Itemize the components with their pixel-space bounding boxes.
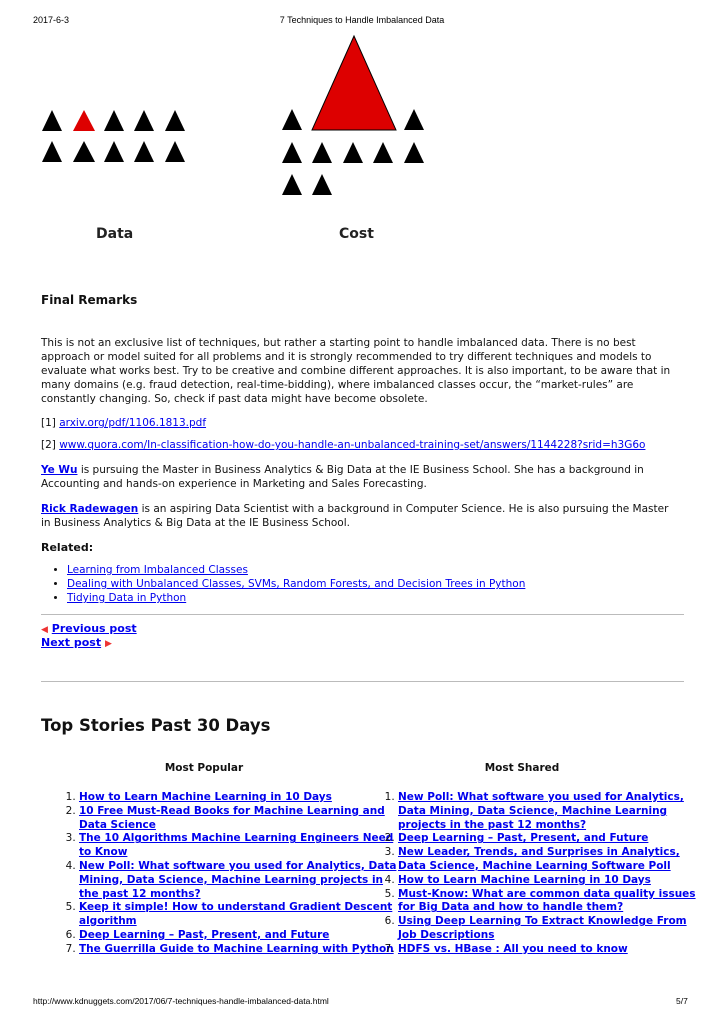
cost-triangle-minority (312, 36, 396, 130)
story-item (79, 901, 397, 929)
story-item (398, 846, 706, 874)
previous-post-link[interactable] (41, 622, 137, 635)
related-list (41, 563, 525, 605)
story-item (398, 874, 706, 888)
cost-triangle (282, 174, 302, 195)
story-link[interactable]: Deep Learning – Past, Present, and Future (398, 832, 649, 845)
cost-label: Cost (339, 226, 374, 242)
next-post-link[interactable] (41, 636, 112, 649)
reference-1 (41, 416, 681, 430)
reference-2 (41, 438, 681, 452)
reference-1-prefix: [1] (41, 417, 60, 429)
author-bio-text: is pursuing the Master in Business Analytics & Big Data at the IE Business School. She has a background in Accounting and hands-on experience in Marketing and Sales Forecasting. (41, 464, 644, 490)
cost-triangle (404, 109, 424, 130)
story-link[interactable]: The Guerrilla Guide to Machine Learning with Python (79, 942, 394, 955)
story-item (398, 832, 706, 846)
story-link[interactable]: New Leader, Trends, and Surprises in Analytics, Data Science, Machine Learning Software Poll (398, 846, 680, 872)
story-link[interactable]: HDFS vs. HBase : All you need to know (398, 942, 628, 955)
related-link[interactable]: Learning from Imbalanced Classes (67, 564, 248, 576)
related-link[interactable]: Tidying Data in Python (67, 592, 187, 604)
cost-triangle (312, 174, 332, 195)
story-item (398, 888, 706, 916)
data-triangle (42, 141, 62, 162)
reference-2-link[interactable]: www.quora.com/In-classification-how-do-you-handle-an-unbalanced-training-set/answers/1144228?srid=h3G6o (59, 439, 646, 451)
cost-triangle (282, 109, 302, 130)
most-shared-heading: Most Shared (484, 762, 560, 774)
author-link-ye-wu[interactable]: Ye Wu (41, 464, 78, 476)
story-item (398, 791, 706, 832)
related-heading: Related: (41, 541, 94, 554)
story-link[interactable]: Must-Know: What are common data quality issues for Big Data and how to handle them? (398, 887, 696, 914)
story-item (79, 805, 397, 833)
story-item (79, 832, 397, 860)
author-link-rick-radewagen[interactable]: Rick Radewagen (41, 503, 139, 515)
related-item (67, 577, 525, 591)
cost-triangle (282, 142, 302, 163)
story-link[interactable]: Keep it simple! How to understand Gradient Descent algorithm (79, 901, 393, 928)
story-link[interactable]: New Poll: What software you used for Analytics, Data Mining, Data Science, Machine Learning projects in the past 12 months? (398, 791, 684, 831)
reference-2-prefix: [2] (41, 439, 60, 451)
divider (41, 614, 684, 615)
author-bio-text: is an aspiring Data Scientist with a background in Computer Science. He is also pursuing the Master in Business Analytics & Big Data at the IE Business School. (41, 503, 669, 529)
print-url: http://www.kdnuggets.com/2017/06/7-techniques-handle-imbalanced-data.html (33, 996, 329, 1006)
story-link[interactable]: How to Learn Machine Learning in 10 Days (398, 873, 651, 886)
story-item (79, 943, 397, 957)
story-link[interactable]: How to Learn Machine Learning in 10 Days (79, 791, 332, 803)
data-triangle (165, 110, 185, 131)
page-number: 5/7 (676, 996, 688, 1006)
final-remarks-heading: Final Remarks (41, 293, 138, 307)
cost-triangle (312, 142, 332, 163)
cost-triangle (404, 142, 424, 163)
story-link[interactable]: The 10 Algorithms Machine Learning Engineers Need to Know (79, 832, 394, 859)
data-triangle (134, 110, 154, 131)
data-triangle (73, 141, 95, 162)
story-link[interactable]: Deep Learning – Past, Present, and Future (79, 928, 330, 941)
reference-1-link[interactable]: arxiv.org/pdf/1106.1813.pdf (59, 417, 207, 429)
story-item (79, 929, 397, 943)
data-triangle (42, 110, 62, 131)
author-bio-2 (41, 502, 681, 530)
most-popular-heading: Most Popular (164, 762, 244, 774)
cost-triangle (343, 142, 363, 163)
story-link[interactable]: 10 Free Must-Read Books for Machine Learning and Data Science (79, 804, 385, 831)
next-post-label: Next post (41, 636, 102, 649)
data-vs-cost-figure (0, 30, 724, 250)
data-triangle (104, 110, 124, 131)
most-popular-list (41, 791, 397, 957)
related-item (67, 591, 525, 605)
top-stories-heading: Top Stories Past 30 Days (41, 716, 271, 735)
print-title: 7 Techniques to Handle Imbalanced Data (279, 15, 445, 25)
story-item (79, 791, 397, 805)
related-item (67, 563, 525, 577)
data-triangle (165, 141, 185, 162)
story-link[interactable]: Using Deep Learning To Extract Knowledge From Job Descriptions (398, 915, 687, 941)
data-triangle (104, 141, 124, 162)
story-item (79, 860, 397, 901)
data-triangle-minority (73, 110, 95, 131)
arrow-left-icon: ◀ (41, 625, 48, 635)
most-shared-list (360, 791, 706, 957)
data-triangle (134, 141, 154, 162)
story-item (398, 915, 706, 943)
print-date: 2017-6-3 (33, 15, 70, 25)
story-link[interactable]: New Poll: What software you used for Analytics, Data Mining, Data Science, Machine Learning projects in the past 12 months? (79, 859, 397, 900)
data-label: Data (96, 226, 134, 242)
related-link[interactable]: Dealing with Unbalanced Classes, SVMs, Random Forests, and Decision Trees in Python (67, 578, 526, 590)
author-bio-1 (41, 463, 681, 491)
final-remarks-body: This is not an exclusive list of techniques, but rather a starting point to handle imbalanced data. There is no best approach or model suited for all problems and it is strongly recommended to try different techniques and models to evaluate what works best. Try to be creative and combine different approaches. It is also important, to be aware that in many domains (e.g. fraud detection, real-time-bidding), where imbalanced classes occur, the “market-rules” are constantly changing. So, check if past data might have become obsolete. (41, 337, 671, 405)
previous-post-label: Previous post (51, 622, 137, 635)
divider (41, 681, 684, 682)
story-item (398, 943, 706, 957)
cost-triangle (373, 142, 393, 163)
arrow-right-icon: ▶ (104, 639, 112, 649)
